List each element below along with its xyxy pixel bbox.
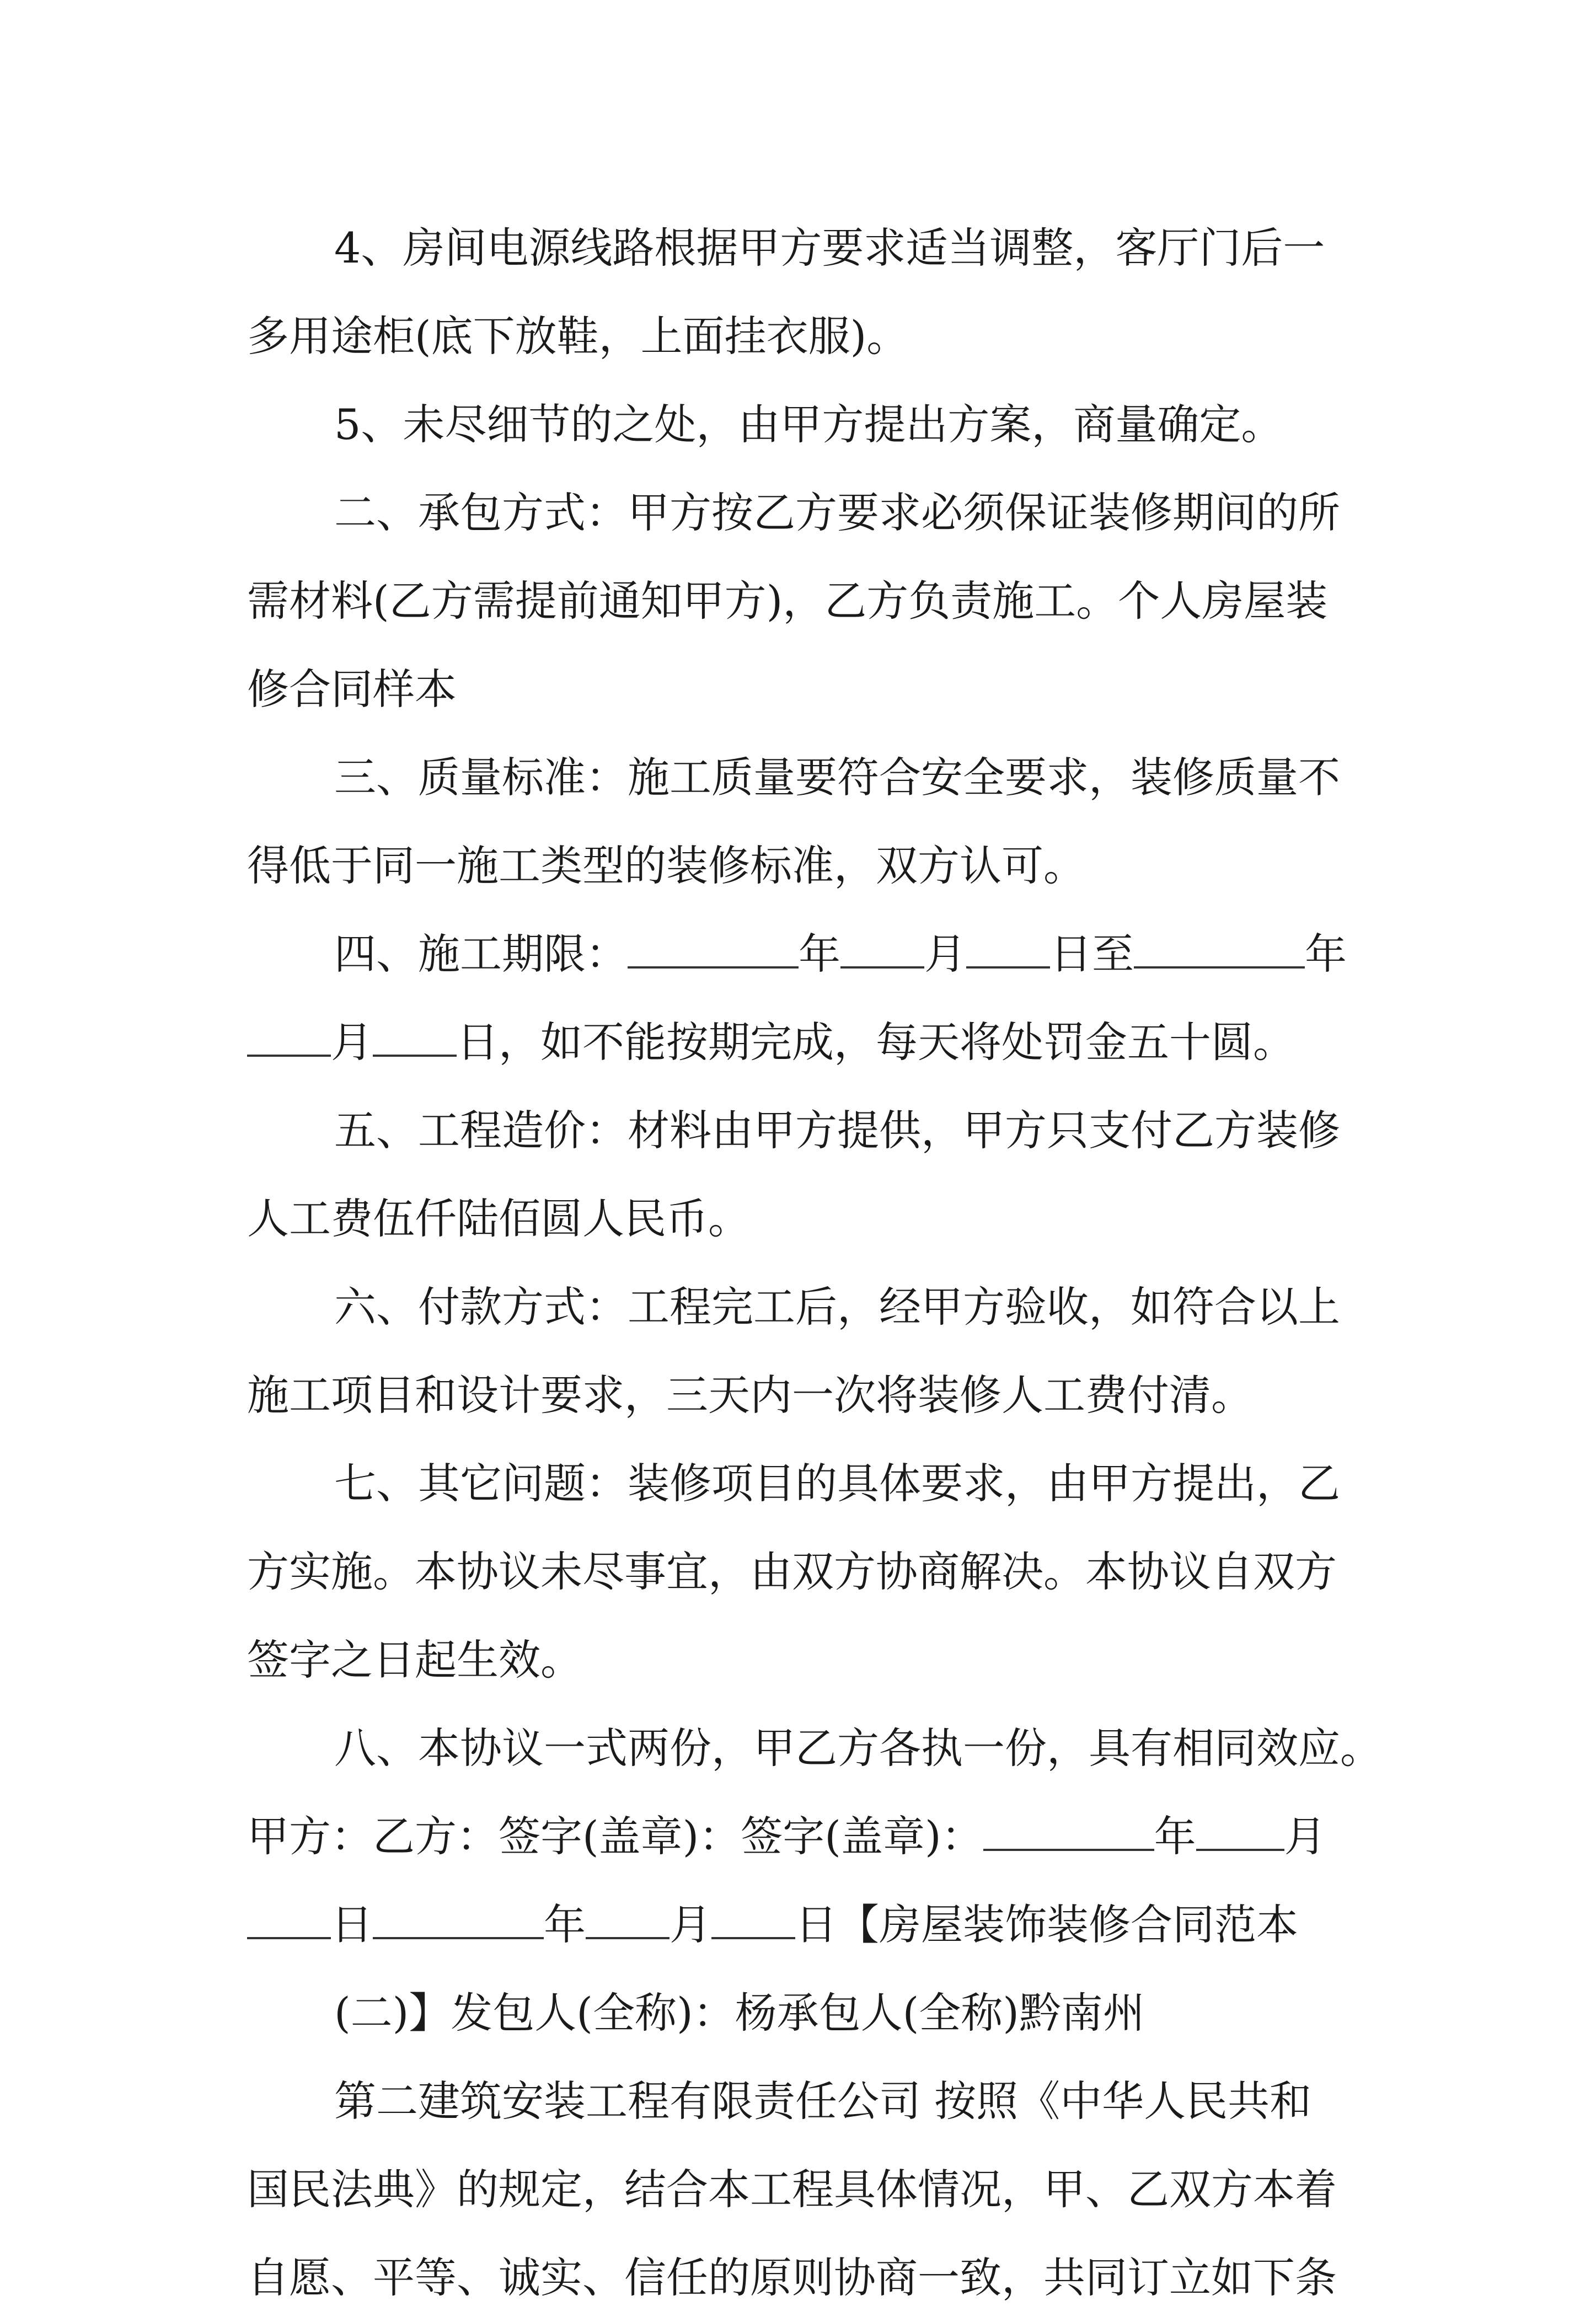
blank-field	[586, 1902, 670, 1939]
text-segment: 四、施工期限：	[334, 929, 628, 978]
blank-field	[1134, 931, 1305, 969]
blank-field	[373, 1019, 457, 1057]
construction-period-line	[247, 910, 1367, 998]
blank-field	[373, 1902, 544, 1939]
paragraph-line: 需材料(乙方需提前通知甲方)，乙方负责施工。个人房屋装	[247, 576, 1328, 625]
blank-field	[247, 1019, 331, 1057]
blank-field	[1196, 1813, 1284, 1851]
text-segment: 年	[1305, 929, 1347, 978]
paragraph-line: 方实施。本协议未尽事宜，由双方协商解决。本协议自双方	[247, 1547, 1337, 1596]
blank-field	[983, 1813, 1154, 1851]
text-segment: 月	[1284, 1812, 1326, 1861]
text-segment: 月	[331, 1018, 373, 1067]
paragraph-line: 人工费伍仟陆佰圆人民币。	[247, 1194, 750, 1243]
text-segment: 日至	[1050, 929, 1134, 978]
paragraph-line: 二、承包方式：甲方按乙方要求必须保证装修期间的所	[334, 488, 1340, 537]
paragraph-line: 国民法典》的规定，结合本工程具体情况，甲、乙双方本着	[247, 2165, 1337, 2214]
text-segment: 日	[331, 1900, 373, 1949]
paragraph-line: 七、其它问题：装修项目的具体要求，由甲方提出，乙	[334, 1459, 1340, 1508]
blank-field	[840, 931, 924, 969]
paragraph-line: 施工项目和设计要求，三天内一次将装修人工费付清。	[247, 1371, 1253, 1420]
text-segment: 年	[1154, 1812, 1196, 1861]
blank-field	[628, 931, 799, 969]
text-segment: 月	[670, 1900, 711, 1949]
paragraph-line: 多用途柜(底下放鞋，上面挂衣服)。	[247, 312, 909, 361]
signature-date-line	[247, 1881, 1367, 1969]
paragraph-line: 自愿、平等、诚实、信任的原则协商一致，共同订立如下条	[247, 2253, 1337, 2302]
paragraph-line: 五、工程造价：材料由甲方提供，甲方只支付乙方装修	[334, 1106, 1340, 1155]
paragraph-line: 得低于同一施工类型的装修标准，双方认可。	[247, 841, 1085, 890]
paragraph-line: 六、付款方式：工程完工后，经甲方验收，如符合以上	[334, 1282, 1340, 1331]
construction-period-line	[247, 998, 1367, 1087]
blank-field	[711, 1902, 795, 1939]
paragraph-line: 5、未尽细节的之处，由甲方提出方案，商量确定。	[334, 400, 1283, 449]
paragraph-line: 三、质量标准：施工质量要符合安全要求，装修质量不	[334, 753, 1340, 802]
paragraph-line: 4、房间电源线路根据甲方要求适当调整，客厅门后一	[334, 223, 1325, 272]
contract-text	[247, 204, 1382, 2322]
text-segment: 年	[799, 929, 840, 978]
paragraph-line: 第二建筑安装工程有限责任公司 按照《中华人民共和	[334, 2077, 1312, 2126]
paragraph-line: 修合同样本	[247, 665, 457, 714]
blank-field	[966, 931, 1050, 969]
text-segment: 年	[544, 1900, 586, 1949]
text-segment: 月	[924, 929, 966, 978]
text-segment: 日，如不能按期完成，每天将处罚金五十圆。	[457, 1018, 1295, 1067]
paragraph-line: 八、本协议一式两份，甲乙方各执一份，具有相同效应。	[334, 1724, 1382, 1773]
blank-field	[247, 1902, 331, 1939]
paragraph-line: (二)】发包人(全称)：杨承包人(全称)黔南州	[334, 1988, 1145, 2037]
text-segment: 甲方：乙方：签字(盖章)：签字(盖章)：	[247, 1812, 983, 1861]
paragraph-line: 签字之日起生效。	[247, 1635, 582, 1684]
text-segment: 日【房屋装饰装修合同范本	[795, 1900, 1298, 1949]
signature-line	[247, 1793, 1367, 1881]
